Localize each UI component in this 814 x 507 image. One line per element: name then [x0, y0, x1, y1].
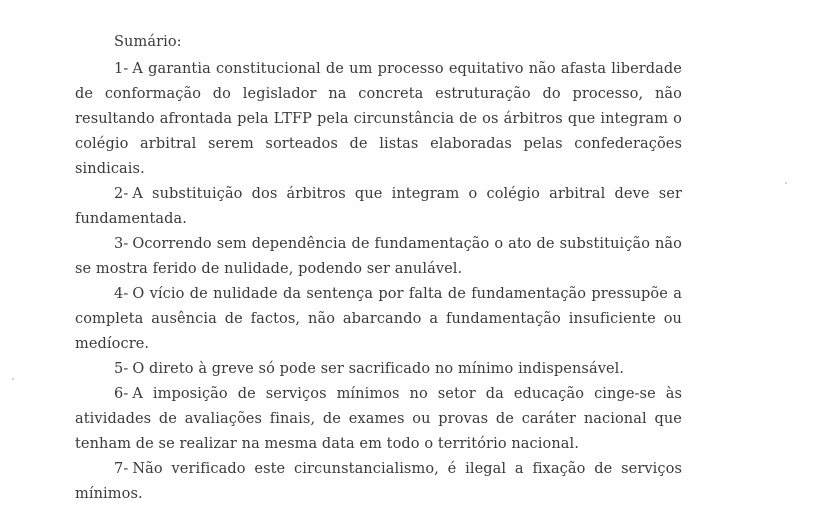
summary-item-text: A imposição de serviços mínimos no setor da educação cinge-se às atividades de avaliações finais, de exames ou provas de caráter nacional que tenham de se realizar na mesma data em todo o território nacional.: [75, 386, 682, 452]
summary-item-3: [75, 232, 682, 282]
summary-item-2: [75, 182, 682, 232]
summary-item-5: [75, 357, 682, 382]
summary-item-number: 5-: [114, 361, 129, 377]
summary-item-number: 7-: [114, 461, 129, 477]
summary-item-1: [75, 57, 682, 182]
summary-item-number: 6-: [114, 386, 129, 402]
scan-speck: [12, 378, 14, 380]
summary-item-text: Não verificado este circunstancialismo, é ilegal a fixação de serviços mínimos.: [75, 461, 682, 502]
summary-heading: Sumário:: [114, 34, 182, 50]
summary-item-text: Ocorrendo sem dependência de fundamentação o ato de substituição não se mostra ferido de nulidade, podendo ser anulável.: [75, 236, 682, 277]
summary-item-text: O vício de nulidade da sentença por falta de fundamentação pressupõe a completa ausência de factos, não abarcando a fundamentação insuficiente ou medíocre.: [75, 286, 682, 352]
summary-item-number: 1-: [114, 61, 129, 77]
summary-item-7: [75, 457, 682, 507]
summary-section: [75, 30, 682, 507]
summary-item-text: O direto à greve só pode ser sacrificado no mínimo indispensável.: [132, 361, 625, 377]
summary-item-number: 4-: [114, 286, 129, 302]
summary-item-text: A garantia constitucional de um processo equitativo não afasta liberdade de conformação do legislador na concreta estruturação do processo, não resultando afrontada pela LTFP pela circunstância de os árbitros que integram o colégio arbitral serem sorteados de listas elaboradas pelas confederações sindicais.: [75, 61, 682, 177]
summary-item-6: [75, 382, 682, 457]
summary-item-text: A substituição dos árbitros que integram o colégio arbitral deve ser fundamentada.: [75, 186, 682, 227]
summary-item-4: [75, 282, 682, 357]
summary-item-number: 2-: [114, 186, 129, 202]
summary-item-number: 3-: [114, 236, 129, 252]
scan-speck: [785, 182, 787, 184]
